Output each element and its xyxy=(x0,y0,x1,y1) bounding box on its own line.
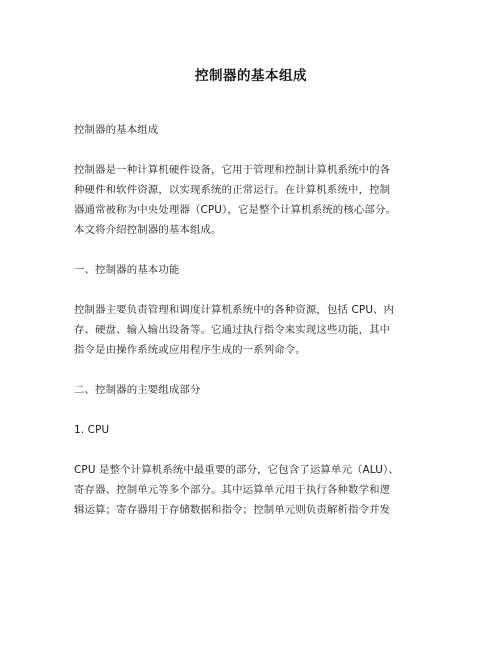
document-subtitle: 控制器的基本组成 xyxy=(74,124,159,136)
paragraph-line: 指令是由操作系统或应用程序生成的一系列命令。 xyxy=(74,344,306,356)
paragraph-line: 控制器是一种计算机硬件设备，它用于管理和控制计算机系统中的各 xyxy=(74,164,391,176)
paragraph-line: 控制器主要负责管理和调度计算机系统中的各种资源，包括 CPU、内 xyxy=(74,304,395,316)
cpu-paragraph xyxy=(74,460,436,520)
paragraph-line: 辑运算；寄存器用于存储数据和指令；控制单元则负责解析指令并发 xyxy=(74,504,391,516)
paragraph-line: 器通常被称为中央处理器（CPU），它是整个计算机系统的核心部分。 xyxy=(74,204,397,216)
subsection-heading-cpu: 1. CPU xyxy=(74,424,110,436)
intro-paragraph xyxy=(74,160,436,240)
paragraph-line: 寄存器、控制单元等多个部分。其中运算单元用于执行各种数学和逻 xyxy=(74,484,391,496)
document-body xyxy=(74,120,436,520)
section-heading-functions: 一、控制器的基本功能 xyxy=(74,264,180,276)
paragraph-line: CPU 是整个计算机系统中最重要的部分，它包含了运算单元（ALU）、 xyxy=(74,464,399,476)
paragraph-line: 本文将介绍控制器的基本组成。 xyxy=(74,224,222,236)
paragraph-line: 种硬件和软件资源，以实现系统的正常运行。在计算机系统中，控制 xyxy=(74,184,391,196)
page-title: 控制器的基本组成 xyxy=(195,68,307,84)
paragraph-line: 存、硬盘、输入输出设备等。它通过执行指令来实现这些功能，其中 xyxy=(74,324,391,336)
functions-paragraph xyxy=(74,300,436,360)
section-heading-components: 二、控制器的主要组成部分 xyxy=(74,384,201,396)
